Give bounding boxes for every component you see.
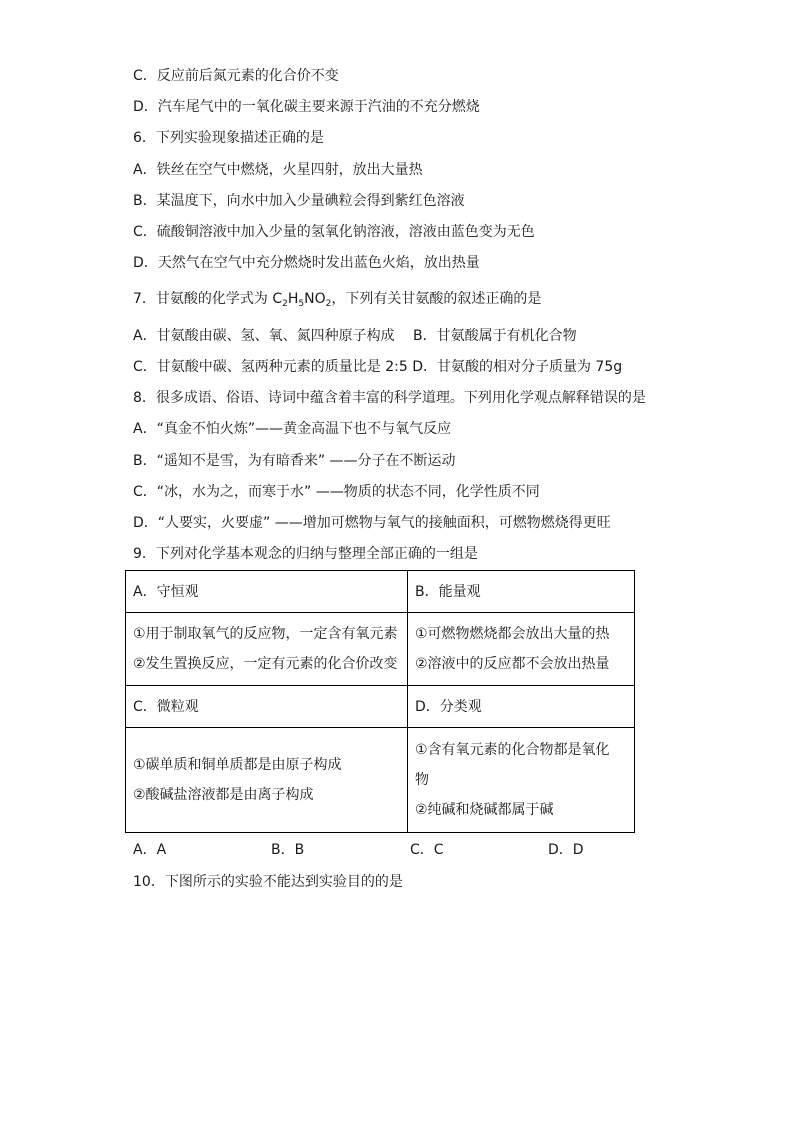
q5-option-c: C．反应前后氮元素的化合价不变 xyxy=(133,68,339,84)
q7-stem-prefix: 7．甘氨酸的化学式为 C xyxy=(133,291,283,307)
formula-subscript-o: 2 xyxy=(325,299,332,309)
q8-option-a: A．“真金不怕火炼”——黄金高温下也不与氧气反应 xyxy=(133,421,452,437)
cell-d-head: D．分类观 xyxy=(408,686,635,728)
q7-options-ab: A．甘氨酸由碳、氢、氧、氮四种原子构成 B．甘氨酸属于有机化合物 xyxy=(133,328,577,344)
q5-option-d: D．汽车尾气中的一氧化碳主要来源于汽油的不充分燃烧 xyxy=(133,99,480,115)
formula-subscript-h: 5 xyxy=(298,299,305,309)
cell-a-body xyxy=(126,613,408,686)
q9-choice-d: D．D xyxy=(548,842,584,858)
q8-stem: 8．很多成语、俗语、诗词中蕴含着丰富的科学道理。下列用化学观点解释错误的是 xyxy=(133,390,646,406)
cell-b-body xyxy=(408,613,635,686)
formula-subscript-c: 2 xyxy=(282,299,288,309)
cell-d-line-1a: ①含有氧元素的化合物都是氧化 xyxy=(415,742,610,758)
q6-option-a: A．铁丝在空气中燃烧，火星四射，放出大量热 xyxy=(133,162,423,178)
cell-d-line-2: ②纯碱和烧碱都属于碱 xyxy=(415,802,554,818)
q10-stem: 10．下图所示的实验不能达到实验目的的是 xyxy=(133,874,403,890)
q8-option-d: D．“人要实，火要虚” ——增加可燃物与氧气的接触面积，可燃物燃烧得更旺 xyxy=(133,515,611,531)
q9-stem: 9．下列对化学基本观念的归纳与整理全部正确的一组是 xyxy=(133,546,478,562)
table-row xyxy=(126,686,635,728)
cell-b-line-1: ①可燃物燃烧都会放出大量的热 xyxy=(415,626,610,642)
cell-a-head: A．守恒观 xyxy=(126,571,408,613)
table-row xyxy=(126,571,635,613)
table-row xyxy=(126,728,635,833)
cell-a-line-1: ①用于制取氧气的反应物，一定含有氧元素 xyxy=(133,626,398,642)
formula-h: H xyxy=(287,291,299,307)
q6-option-b: B．某温度下，向水中加入少量碘粒会得到紫红色溶液 xyxy=(133,193,465,209)
table-row xyxy=(126,613,635,686)
q8-option-c: C．“冰，水为之，而寒于水” ——物质的状态不同，化学性质不同 xyxy=(133,484,540,500)
q7-stem-suffix: ，下列有关甘氨酸的叙述正确的是 xyxy=(331,291,542,307)
formula-no: NO xyxy=(304,291,326,307)
cell-d-line-1b: 物 xyxy=(415,772,429,788)
q7-options-cd: C．甘氨酸中碳、氢两种元素的质量比是 2:5 D．甘氨酸的相对分子质量为 75g xyxy=(133,359,623,375)
cell-b-head: B．能量观 xyxy=(408,571,635,613)
q9-choice-a: A．A xyxy=(133,842,167,858)
q6-option-d: D．天然气在空气中充分燃烧时发出蓝色火焰，放出热量 xyxy=(133,255,480,271)
cell-c-head: C．微粒观 xyxy=(126,686,408,728)
cell-d-body xyxy=(408,728,635,833)
cell-c-line-1: ①碳单质和铜单质都是由原子构成 xyxy=(133,757,342,773)
q9-choices xyxy=(133,841,653,859)
cell-c-line-2: ②酸碱盐溶液都是由离子构成 xyxy=(133,787,314,803)
q9-choice-c: C．C xyxy=(410,842,444,858)
q8-option-b: B．“遥知不是雪，为有暗香来” ——分子在不断运动 xyxy=(133,453,456,469)
q7-stem xyxy=(133,290,541,313)
cell-b-line-2: ②溶液中的反应都不会放出热量 xyxy=(415,656,610,672)
q6-stem: 6．下列实验现象描述正确的是 xyxy=(133,130,324,146)
cell-c-body xyxy=(126,728,408,833)
cell-a-line-2: ②发生置换反应，一定有元素的化合价改变 xyxy=(133,656,398,672)
q6-option-c: C．硫酸铜溶液中加入少量的氢氧化钠溶液，溶液由蓝色变为无色 xyxy=(133,224,535,240)
q9-table xyxy=(125,570,635,833)
q9-choice-b: B．B xyxy=(271,842,305,858)
